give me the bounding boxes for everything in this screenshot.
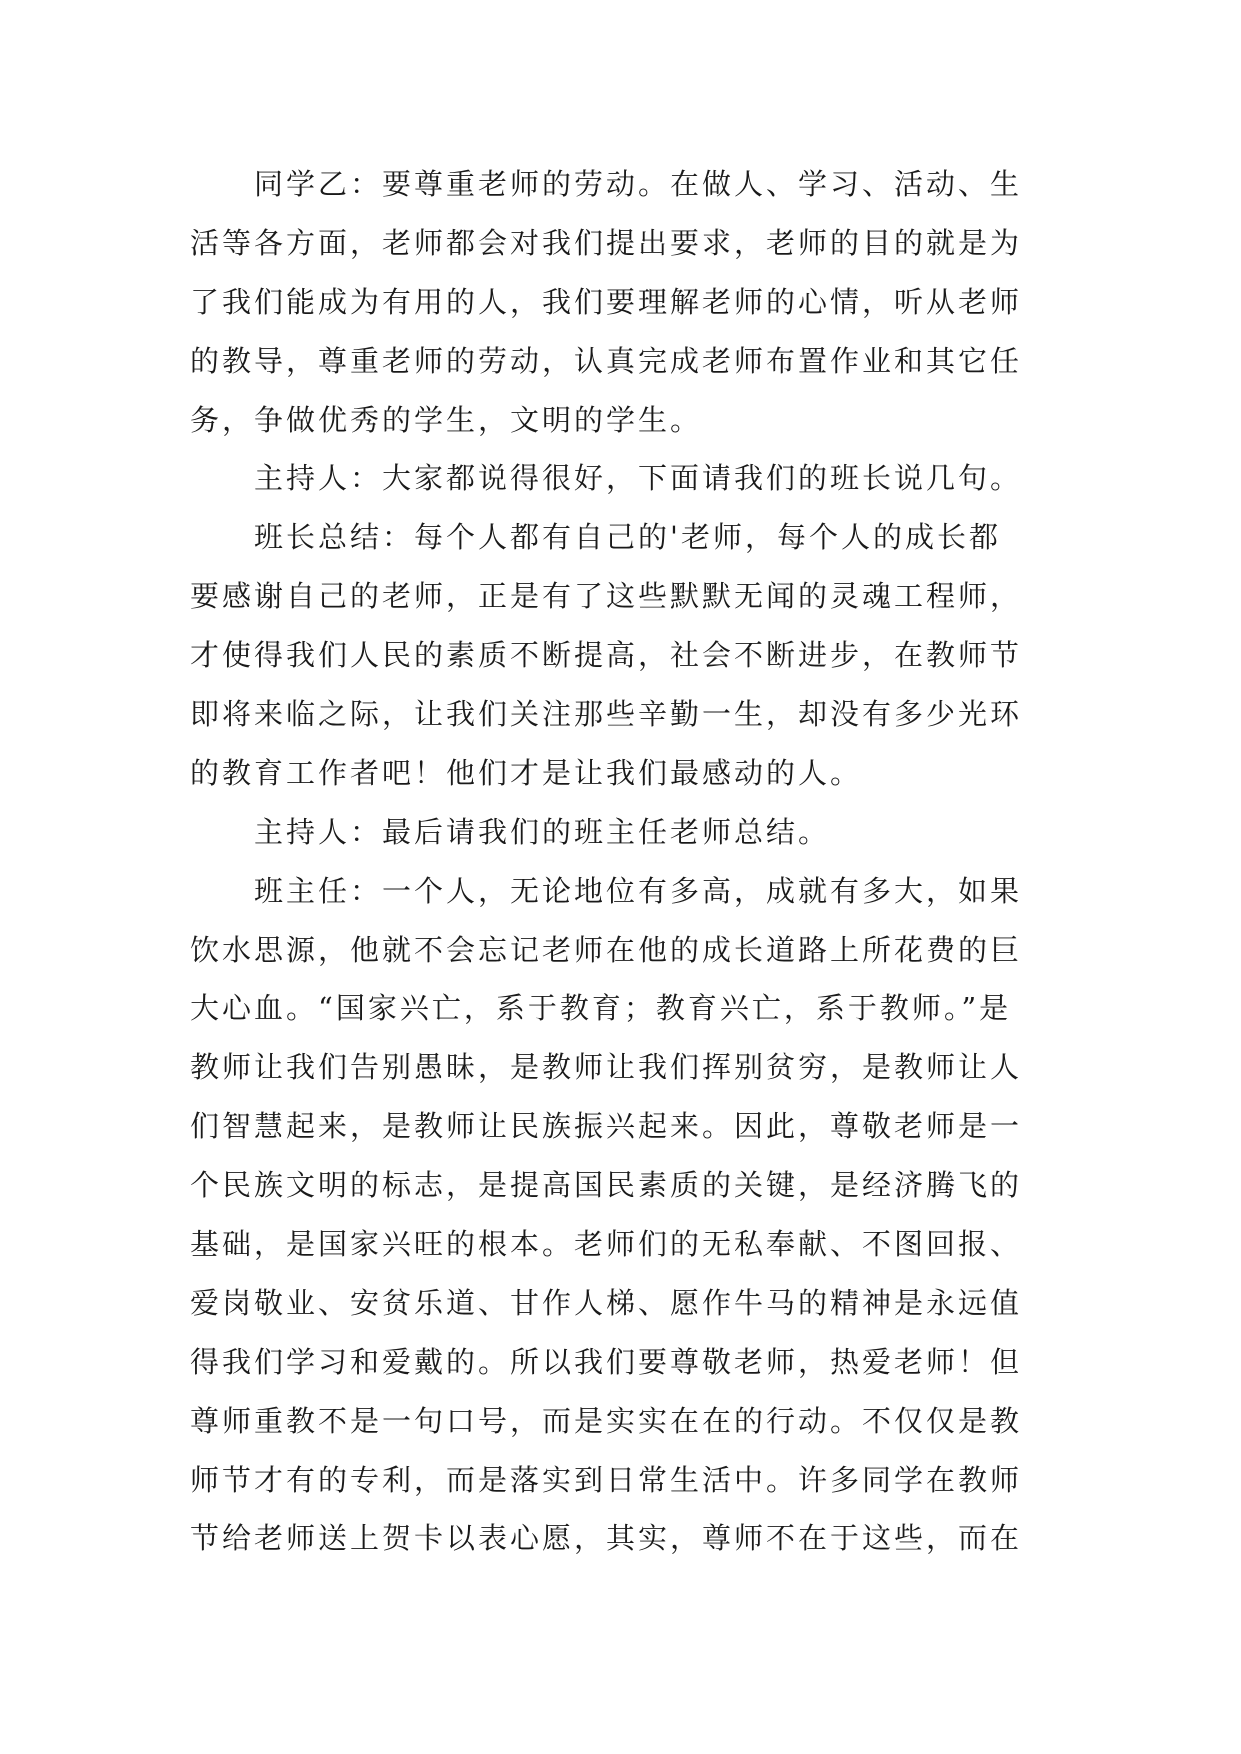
text-line: 班长总结：每个人都有自己的'老师，每个人的成长都	[254, 520, 1001, 555]
text-line: 爱岗敬业、安贫乐道、甘作人梯、愿作牛马的精神是永远值	[190, 1285, 1023, 1320]
text-line: 班主任：一个人，无论地位有多高，成就有多大，如果	[254, 873, 1023, 908]
text-line: 的教导，尊重老师的劳动，认真完成老师布置作业和其它任	[190, 343, 1023, 378]
text-line: 要感谢自己的老师，正是有了这些默默无闻的灵魂工程师，	[190, 579, 1023, 614]
text-line: 饮水思源，他就不会忘记老师在他的成长道路上所花费的巨	[190, 932, 1023, 967]
text-line: 主持人：大家都说得很好，下面请我们的班长说几句。	[254, 461, 1023, 496]
text-line: 尊师重教不是一句口号，而是实实在在的行动。不仅仅是教	[190, 1403, 1023, 1438]
text-line: 师节才有的专利，而是落实到日常生活中。许多同学在教师	[190, 1462, 1023, 1497]
text-line: 大心血。“国家兴亡，系于教育；教育兴亡，系于教师。”是	[190, 991, 1012, 1026]
text-line: 即将来临之际，让我们关注那些辛勤一生，却没有多少光环	[190, 697, 1023, 732]
text-line: 节给老师送上贺卡以表心愿，其实，尊师不在于这些，而在	[190, 1521, 1023, 1556]
text-line: 务，争做优秀的学生，文明的学生。	[190, 402, 703, 437]
text-line: 得我们学习和爱戴的。所以我们要尊敬老师，热爱老师！但	[190, 1344, 1023, 1379]
text-line: 同学乙：要尊重老师的劳动。在做人、学习、活动、生	[254, 167, 1023, 201]
text-line: 主持人：最后请我们的班主任老师总结。	[254, 814, 831, 849]
document-body	[190, 155, 1070, 1568]
text-line: 才使得我们人民的素质不断提高，社会不断进步，在教师节	[190, 638, 1023, 673]
text-line: 教师让我们告别愚昧，是教师让我们挥别贫穷，是教师让人	[190, 1050, 1023, 1085]
text-line: 个民族文明的标志，是提高国民素质的关键，是经济腾飞的	[190, 1168, 1023, 1203]
text-line: 了我们能成为有用的人，我们要理解老师的心情，听从老师	[190, 284, 1023, 319]
text-line: 的教育工作者吧！他们才是让我们最感动的人。	[190, 755, 863, 790]
text-line: 活等各方面，老师都会对我们提出要求，老师的目的就是为	[190, 225, 1023, 260]
text-line: 基础，是国家兴旺的根本。老师们的无私奉献、不图回报、	[190, 1227, 1023, 1262]
text-line: 们智慧起来，是教师让民族振兴起来。因此，尊敬老师是一	[190, 1109, 1023, 1144]
